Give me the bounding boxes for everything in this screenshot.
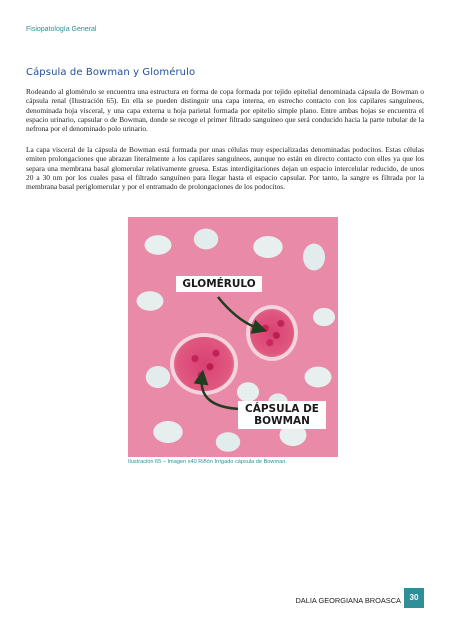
arrow-to-glomerulus: [218, 297, 260, 329]
footer-author: DALIA GEORGIANA BROASCA: [295, 596, 401, 605]
paragraph-1: Rodeando al glomérulo se encuentra una estructura en forma de copa formada por tejido epitelial denominada cápsula de Bowman o cápsula renal (Ilustración 65). En ella se pueden distinguir una capa interna, en estrecho contacto con los capilares sanguíneos, denominada hoja visceral, y una capa externa u hoja parietal formada por epitelio simple plano. Entre ambas hojas se encuentra el espacio urinario, capsular o de Bowman, donde se recoge el primer filtrado sanguíneo que será conducido hacia la parte tubular de la nefrona por el denominado polo urinario.: [26, 87, 424, 134]
page-number-badge: 30: [404, 588, 424, 608]
label-capsula-de-bowman: CÁPSULA DE BOWMAN: [238, 401, 326, 429]
paragraph-2: La capa visceral de la cápsula de Bowman está formada por unas células muy especializadas denominadas podocitos. Estas células emiten prolongaciones que abrazan literalmente a los capilares sanguíneos, aunque no están en directo contacto con elles ya que los separa una membrana basal glomerular relativamente gruesa. Estas interdigitaciones dejan un espacio intercelular reducido, de unos 20 a 30 nm por los cuales pasa el filtrado sanguíneo para llegar hasta el espacio capsular. Por tanto, la sangre es filtrada por la membrana basal periglomerular y por el entramado de prolongaciones de los podocitos.: [26, 145, 424, 192]
section-title: Cápsula de Bowman y Glomérulo: [26, 67, 196, 78]
figure-caption: Ilustración 65 – Imagen x40 Riñón Irrigado cápsula de Bowman.: [128, 459, 287, 465]
arrow-to-capsula: [202, 377, 240, 409]
running-head: Fisiopatología General: [26, 26, 97, 33]
micrograph-image: [128, 217, 338, 457]
label-glomerulo: GLOMÉRULO: [176, 276, 262, 292]
